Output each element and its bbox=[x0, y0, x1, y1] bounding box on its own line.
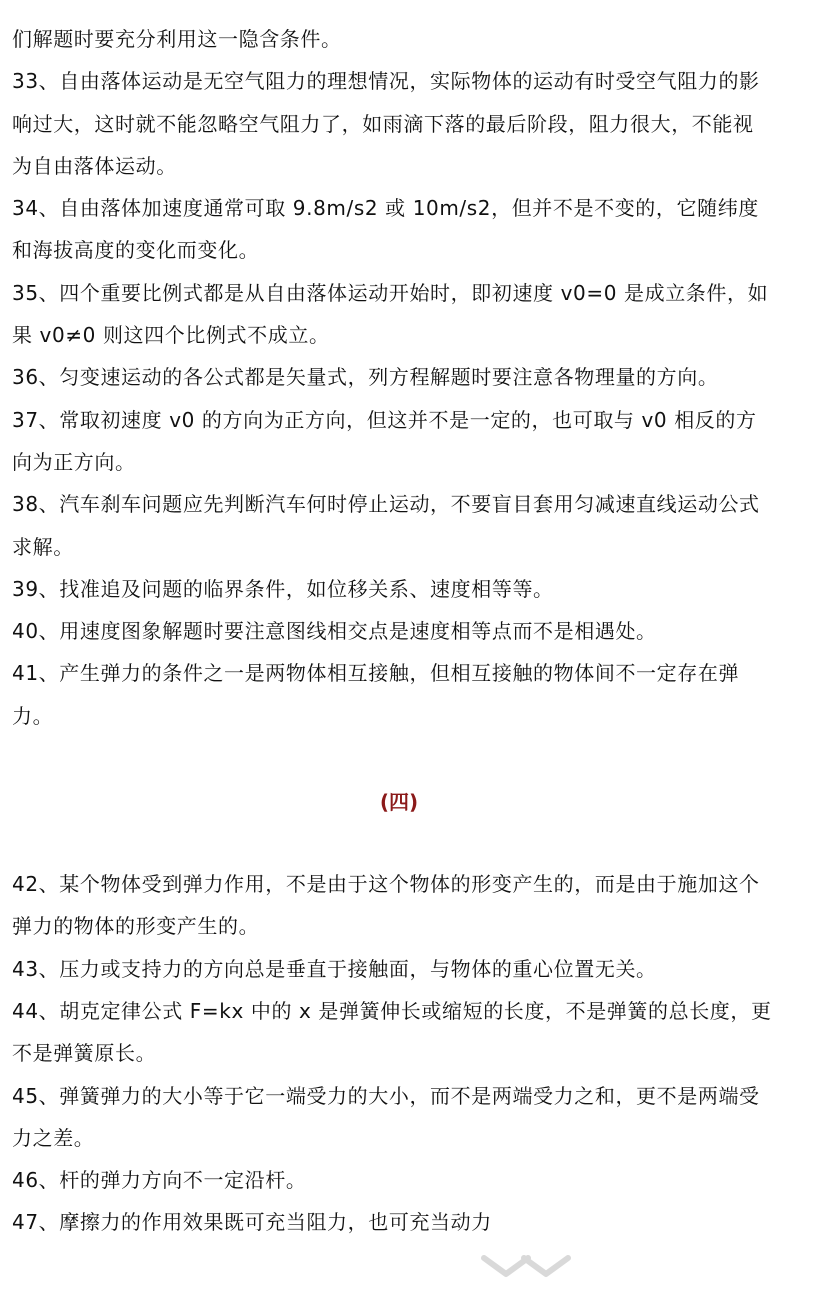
list-item: 40、用速度图象解题时要注意图线相交点是速度相等点而不是相遇处。 bbox=[12, 619, 657, 644]
items-section-three bbox=[12, 60, 772, 737]
list-item: 41、产生弹力的条件之一是两物体相互接触，但相互接触的物体间不一定存在弹力。 bbox=[12, 661, 740, 728]
list-item: 47、摩擦力的作用效果既可充当阻力，也可充当动力 bbox=[12, 1210, 492, 1235]
list-item: 45、弹簧弹力的大小等于它一端受力的大小，而不是两端受力之和，更不是两端受力之差。 bbox=[12, 1083, 760, 1150]
double-chevron-watermark-icon bbox=[466, 1252, 586, 1292]
list-item: 34、自由落体加速度通常可取 9.8m/s2 或 10m/s2，但并不是不变的，它随纬度和海拔高度的变化而变化。 bbox=[12, 196, 759, 263]
list-item: 43、压力或支持力的方向总是垂直于接触面，与物体的重心位置无关。 bbox=[12, 956, 657, 981]
list-item: 37、常取初速度 v0 的方向为正方向，但这并不是一定的，也可取与 v0 相反的方向为正方向。 bbox=[12, 407, 757, 474]
list-item: 39、找准追及问题的临界条件，如位移关系、速度相等等。 bbox=[12, 576, 554, 601]
list-item: 35、四个重要比例式都是从自由落体运动开始时，即初速度 v0=0 是成立条件，如果 v0≠0 则这四个比例式不成立。 bbox=[12, 280, 769, 348]
document-page bbox=[12, 18, 772, 1244]
section-heading: (四) bbox=[379, 790, 419, 815]
items-section-four bbox=[12, 863, 772, 1244]
list-item: 44、胡克定律公式 F=kx 中的 x 是弹簧伸长或缩短的长度，不是弹簧的总长度，更不是弹簧原长。 bbox=[12, 998, 772, 1066]
list-item: 42、某个物体受到弹力作用，不是由于这个物体的形变产生的，而是由于施加这个弹力的物体的形变产生的。 bbox=[12, 872, 760, 939]
list-item: 36、匀变速运动的各公式都是矢量式，列方程解题时要注意各物理量的方向。 bbox=[12, 365, 719, 390]
intro-line: 们解题时要充分利用这一隐含条件。 bbox=[12, 27, 342, 51]
list-item: 38、汽车刹车问题应先判断汽车何时停止运动，不要盲目套用匀减速直线运动公式求解。 bbox=[12, 492, 760, 559]
list-item: 46、杆的弹力方向不一定沿杆。 bbox=[12, 1168, 307, 1193]
list-item: 33、自由落体运动是无空气阻力的理想情况，实际物体的运动有时受空气阻力的影响过大，这时就不能忽略空气阻力了，如雨滴下落的最后阶段，阻力很大，不能视为自由落体运动。 bbox=[12, 69, 760, 178]
